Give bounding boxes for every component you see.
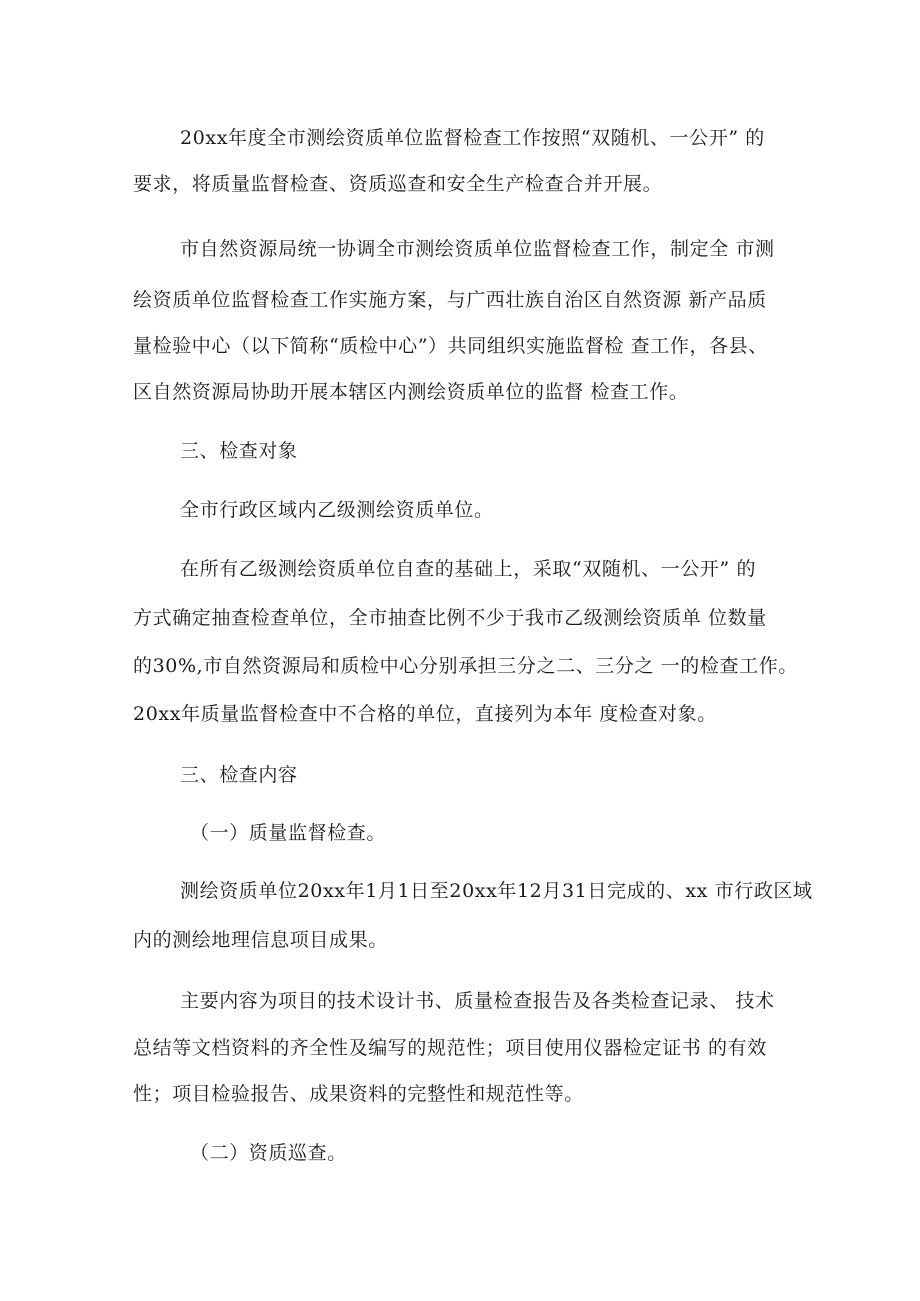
- paragraph-line: 性；项目检验报告、成果资料的完整性和规范性等。: [133, 1083, 584, 1105]
- section-heading: 三、检查对象: [180, 440, 298, 462]
- subsection-heading: （二）资质巡查。: [190, 1142, 347, 1164]
- section-heading: 三、检查内容: [180, 764, 298, 786]
- paragraph-line: 全市行政区域内乙级测绘资质单位。: [180, 499, 494, 521]
- paragraph-line: 主要内容为项目的技术设计书、质量检查报告及各类检查记录、 技术: [180, 990, 775, 1012]
- paragraph-line: 测绘资质单位20xx年1月1日至20xx年12月31日完成的、xx 市行政区域: [180, 880, 813, 902]
- paragraph-line: 量检验中心（以下简称“质检中心”）共同组织实施监督检 查工作，各县、: [133, 335, 768, 357]
- paragraph-line: 的30%,市自然资源局和质检中心分别承担三分之二、三分之 一的检查工作。: [133, 655, 798, 677]
- paragraph-line: 20xx年度全市测绘资质单位监督检查工作按照“双随机、一公开” 的: [180, 127, 765, 149]
- paragraph-line: 在所有乙级测绘资质单位自查的基础上，采取“双随机、一公开” 的: [180, 558, 757, 580]
- paragraph-line: 区自然资源局协助开展本辖区内测绘资质单位的监督 检查工作。: [133, 381, 689, 403]
- paragraph-line: 总结等文档资料的齐全性及编写的规范性；项目使用仪器检定证书 的有效: [133, 1037, 767, 1059]
- subsection-heading: （一）质量监督检查。: [190, 822, 387, 844]
- paragraph-line: 要求，将质量监督检查、资质巡查和安全生产检查合并开展。: [133, 173, 663, 195]
- paragraph-line: 内的测绘地理信息项目成果。: [133, 929, 388, 951]
- paragraph-line: 市自然资源局统一协调全市测绘资质单位监督检查工作，制定全 市测: [180, 238, 775, 260]
- paragraph-line: 20xx年质量监督检查中不合格的单位，直接列为本年 度检查对象。: [133, 703, 717, 725]
- paragraph-line: 方式确定抽查检查单位，全市抽查比例不少于我市乙级测绘资质单 位数量: [133, 607, 767, 629]
- paragraph-line: 绘资质单位监督检查工作实施方案，与广西壮族自治区自然资源 新产品质: [133, 289, 767, 311]
